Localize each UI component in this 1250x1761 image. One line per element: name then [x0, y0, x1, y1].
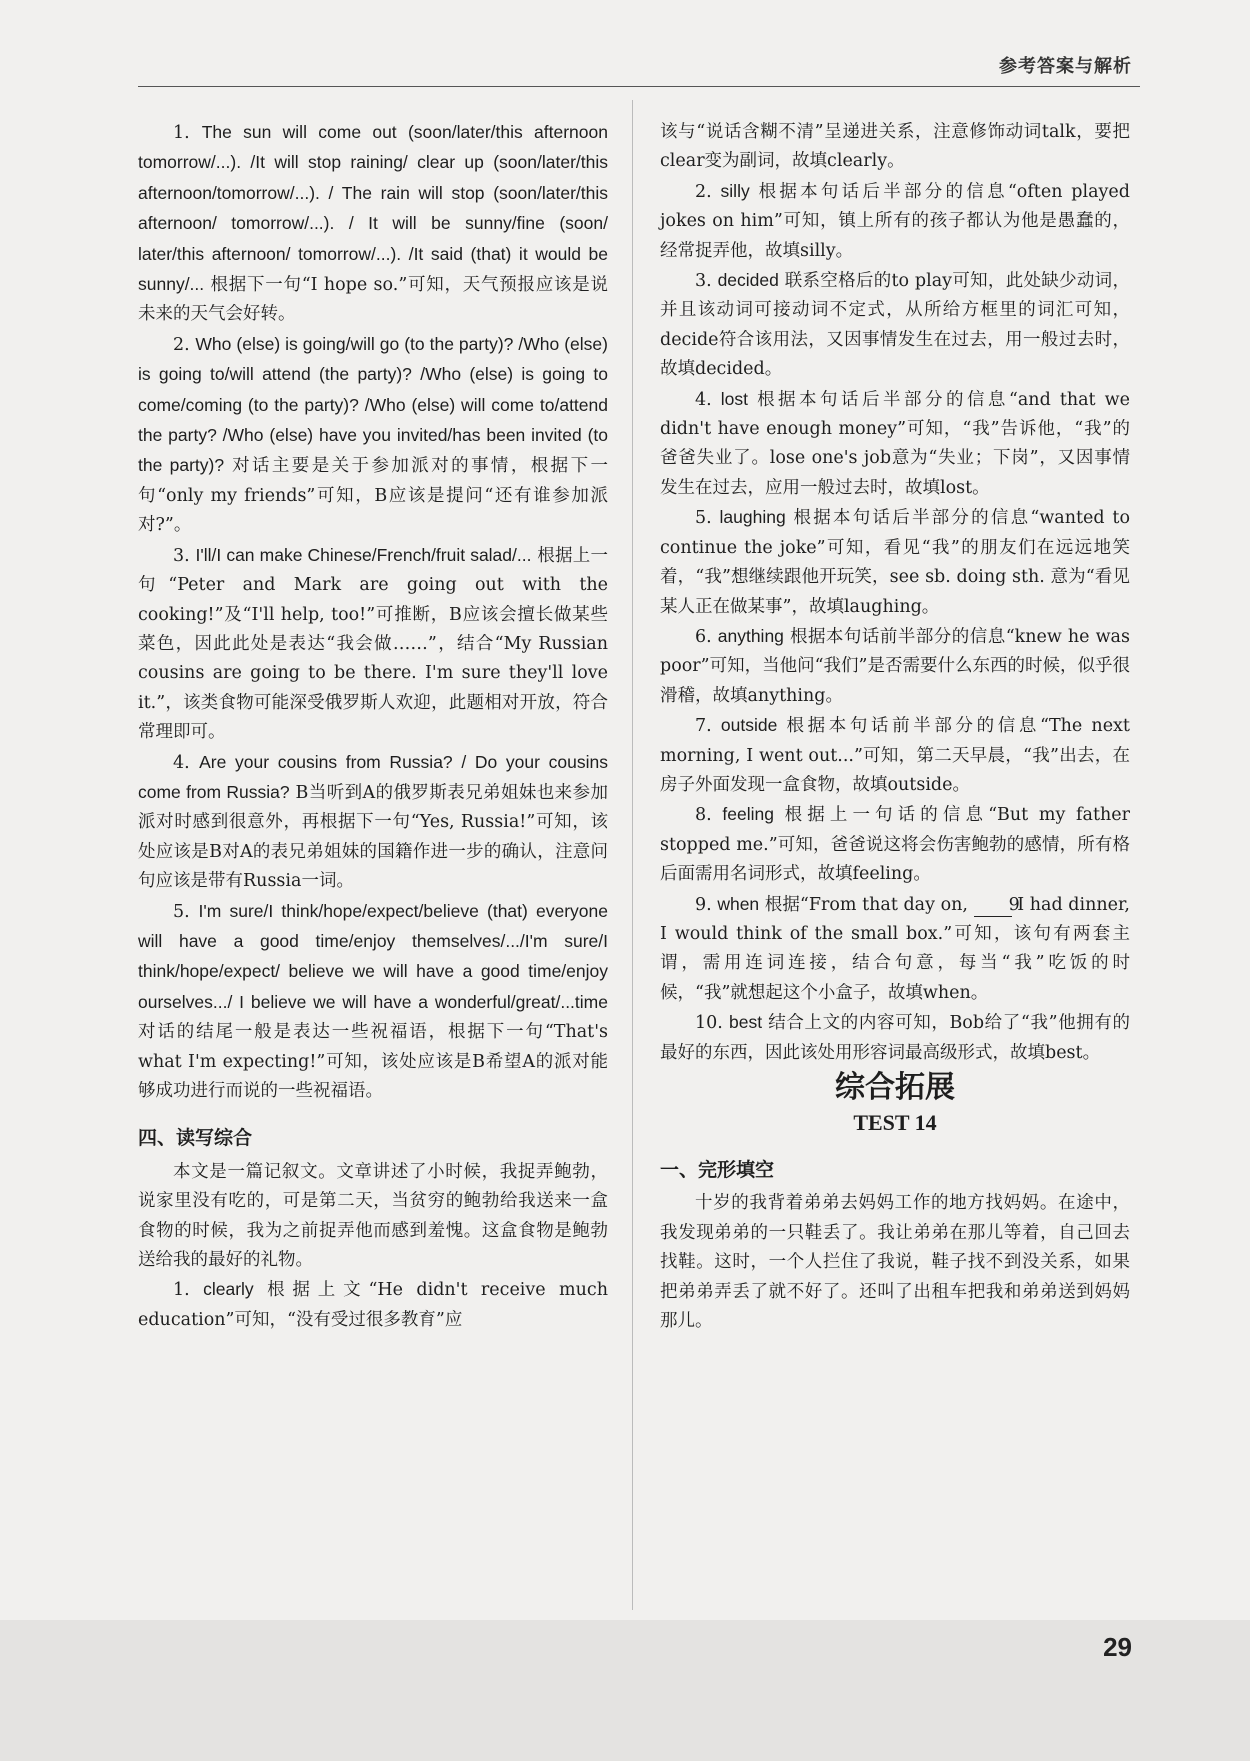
answer-item: 9. when 根据“From that day on, 9 I had dinner, I would think of the small box.”可知，该句有两套主谓，需用连词连接，结合句意，每当“我”吃饭的时候，“我”就想起这个小盒子，故填when。 — [660, 893, 1130, 1003]
answer-item: 8. feeling 根据上一句话的信息“But my father stopped me.”可知，爸爸说这将会伤害鲍勃的感情，所有格后面需用名词形式，故填feeling。 — [660, 804, 1130, 885]
answer-item: 2. silly 根据本句话后半部分的信息“often played jokes on him”可知，镇上所有的孩子都认为他是愚蠢的，经常捉弄他，故填silly。 — [660, 180, 1130, 261]
header-title: 参考答案与解析 — [999, 56, 1132, 77]
right-column — [660, 118, 1130, 1336]
left-column — [138, 118, 608, 1335]
answer-item: 7. outside 根据本句话前半部分的信息“The next morning, I went out...”可知，第二天早晨，“我”出去，在房子外面发现一盒食物，故填outside。 — [660, 715, 1130, 795]
answer-item: 5. laughing 根据本句话后半部分的信息“wanted to continue the joke”可知，看见“我”的朋友们在远远地笑着，“我”想继续跟他开玩笑，see sb. doing sth. 意为“看见某人正在做某事”，故填laughing。 — [660, 507, 1130, 617]
header-rule — [138, 86, 1140, 87]
cloze-summary: 十岁的我背着弟弟去妈妈工作的地方找妈妈。在途中，我发现弟弟的一只鞋丢了。我让弟弟在那儿等着，自己回去找鞋。这时，一个人拦住了我说，鞋子找不到没关系，如果把弟弟弄丢了就不好了。还叫了出租车把我和弟弟送到妈妈那儿。 — [660, 1193, 1130, 1332]
answer-item: 6. anything 根据本句话前半部分的信息“knew he was poor”可知，当他问“我们”是否需要什么东西的时候，似乎很滑稽，故填anything。 — [660, 625, 1130, 706]
answer-item: 1. clearly 根据上文“He didn't receive much education”可知，“没有受过很多教育”应 — [138, 1279, 608, 1330]
answer-item: 3. decided 联系空格后的to play可知，此处缺少动词，并且该动词可接动词不定式，从所给方框里的词汇可知，decide符合该用法，又因事情发生在过去，用一般过去时，故填decided。 — [660, 270, 1130, 380]
section-title-reading-writing: 四、读写综合 — [138, 1127, 253, 1150]
column-divider — [632, 100, 633, 1610]
answer-item: 2. Who (else) is going/will go (to the party)? /Who (else) is going to/will attend (the party)? /Who (else) is going to come/coming (to the party)? /Who (else) will come to/attend the party? /Who (else) have you invited/has been invited (to the party)? 对话主要是关于参加派对的事情，根据下一句“only my friends”可知，B应该是提问“还有谁参加派对?”。 — [138, 333, 609, 536]
answer-continuation: 该与“说话含糊不清”呈递进关系，注意修饰动词talk，要把clear变为副词，故填clearly。 — [660, 122, 1130, 172]
test-heading: TEST 14 — [853, 1110, 937, 1135]
page-number: 29 — [1103, 1632, 1132, 1662]
extension-heading: 综合拓展 — [835, 1070, 955, 1105]
blank-9: 9 — [974, 894, 1012, 917]
section-title-cloze: 一、完形填空 — [660, 1159, 775, 1181]
answer-item: 5. I'm sure/I think/hope/expect/believe (that) everyone will have a good time/enjoy themselves/.../I'm sure/I think/hope/expect/ believe we will have a good time/enjoy ourselves.../ I believe we will have a wonderful/great/...time 对话的结尾一般是表达一些祝福语，根据下一句“That's what I'm expecting!”可知，该处应该是B希望A的派对能够成功进行而说的一些祝福语。 — [138, 900, 608, 1101]
section-intro: 本文是一篇记叙文。文章讲述了小时候，我捉弄鲍勃，说家里没有吃的，可是第二天，当贫穷的鲍勃给我送来一盒食物的时候，我为之前捉弄他而感到羞愧。这盒食物是鲍勃送给我的最好的礼物。 — [138, 1161, 608, 1271]
answer-item: 4. lost 根据本句话后半部分的信息“and that we didn't have enough money”可知，“我”告诉他，“我”的爸爸失业了。lose one's job意为“失业；下岗”，又因事情发生在过去，应用一般过去时，故填lost。 — [660, 388, 1130, 498]
footer-band — [0, 1620, 1250, 1761]
answer-item: 4. Are your cousins from Russia? / Do your cousins come from Russia? B当听到A的俄罗斯表兄弟姐妹也来参加派对时感到很意外，再根据下一句“Yes, Russia!”可知，该处应该是B对A的表兄弟姐妹的国籍作进一步的确认，注意问句应该是带有Russia一词。 — [138, 751, 608, 892]
answer-item: 10. best 结合上文的内容可知，Bob给了“我”他拥有的最好的东西，因此该处用形容词最高级形式，故填best。 — [660, 1012, 1130, 1063]
answer-item: 1. The sun will come out (soon/later/this afternoon tomorrow/...). /It will stop raining/ clear up (soon/later/this afternoon/tomorrow/...). / The rain will stop (soon/later/this afternoon/ tomorrow/...). / It will be sunny/fine (soon/ later/this afternoon/ tomorrow/...). /It said (that) it would be sunny/... 根据下一句“I hope so.”可知，天气预报应该是说未来的天气会好转。 — [138, 122, 608, 325]
answer-item: 3. I'll/I can make Chinese/French/fruit salad/... 根据上一句“Peter and Mark are going out with the cooking!”及“I'll help, too!”可推断，B应该会擅长做某些菜色，因此此处是表达“我会做……”，结合“My Russian cousins are going to be there. I'm sure they'll love it.”，该类食物可能深受俄罗斯人欢迎，此题相对开放，符合常理即可。 — [138, 544, 609, 743]
